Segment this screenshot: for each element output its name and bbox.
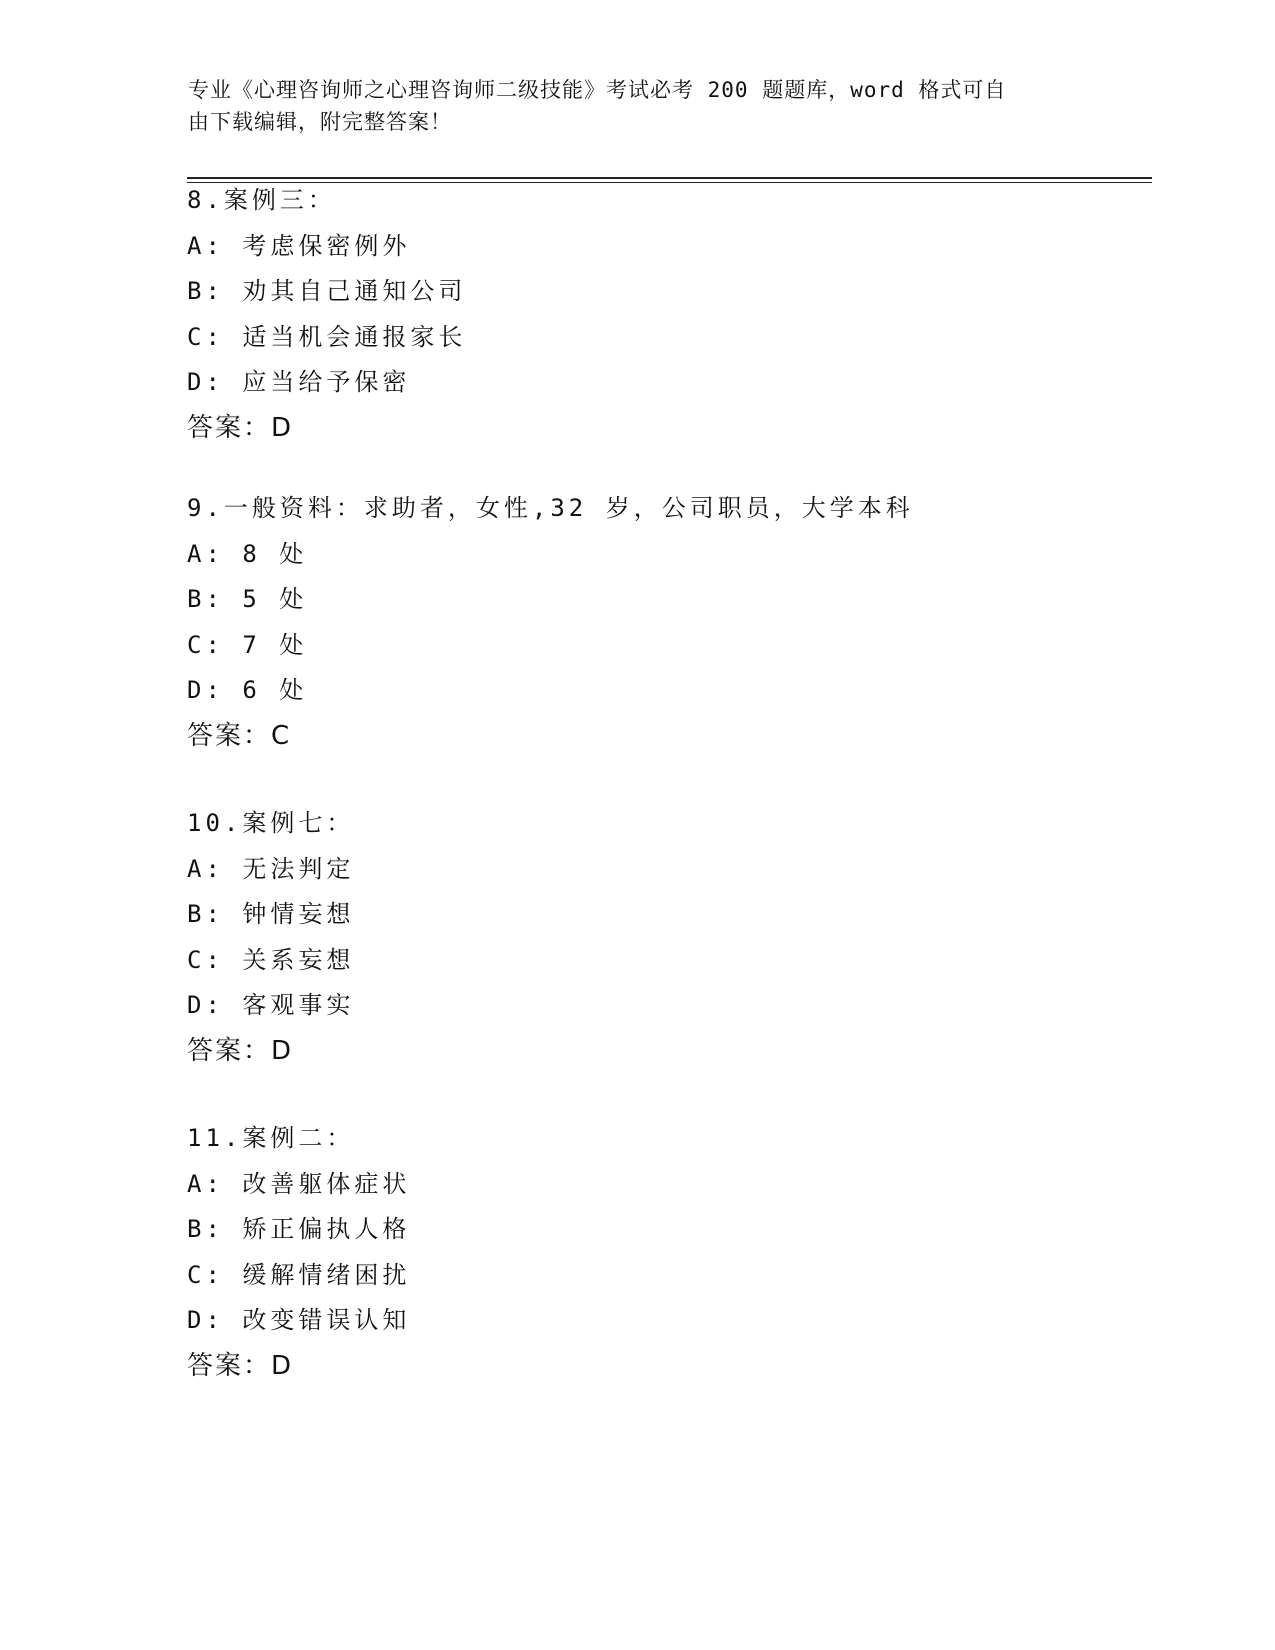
- answer-text: 答案：D: [187, 412, 294, 443]
- option-c: C: 适当机会通报家长: [187, 322, 467, 351]
- option-b: B: 矫正偏执人格: [187, 1215, 411, 1244]
- option-a: A: 考虑保密例外: [187, 231, 411, 260]
- option-d: D: 客观事实: [187, 991, 355, 1020]
- question-block: [187, 178, 1187, 452]
- option-b: B: 劝其自己通知公司: [187, 277, 467, 306]
- option-d: D: 应当给予保密: [187, 368, 411, 397]
- option-a: A: 无法判定: [187, 854, 355, 883]
- option-b: B: 5 处: [187, 585, 308, 614]
- question-stem: 11.案例二：: [187, 1124, 355, 1152]
- option-a: A: 8 处: [187, 539, 308, 568]
- option-d: D: 改变错误认知: [187, 1306, 411, 1335]
- option-b: B: 钟情妄想: [187, 900, 355, 929]
- option-c: C: 关系妄想: [187, 945, 355, 974]
- question-stem: 9.一般资料：求助者，女性,32 岁，公司职员，大学本科: [187, 494, 914, 522]
- answer-text: 答案：C: [187, 720, 292, 751]
- answer-text: 答案：D: [187, 1035, 294, 1066]
- header-intro-line-2: 由下载编辑，附完整答案！: [188, 110, 452, 134]
- question-block: [187, 801, 1187, 1075]
- document-header: [188, 74, 1068, 138]
- option-a: A: 改善躯体症状: [187, 1169, 411, 1198]
- header-intro-line-1: 专业《心理咨询师之心理咨询师二级技能》考试必考 200 题题库，word 格式可自: [188, 78, 1007, 102]
- question-block: [187, 486, 1187, 760]
- option-c: C: 缓解情绪困扰: [187, 1260, 411, 1289]
- question-block: [187, 1116, 1187, 1390]
- option-c: C: 7 处: [187, 630, 308, 659]
- answer-text: 答案：D: [187, 1350, 294, 1381]
- question-stem: 8.案例三：: [187, 186, 336, 214]
- option-d: D: 6 处: [187, 676, 308, 705]
- question-stem: 10.案例七：: [187, 809, 355, 837]
